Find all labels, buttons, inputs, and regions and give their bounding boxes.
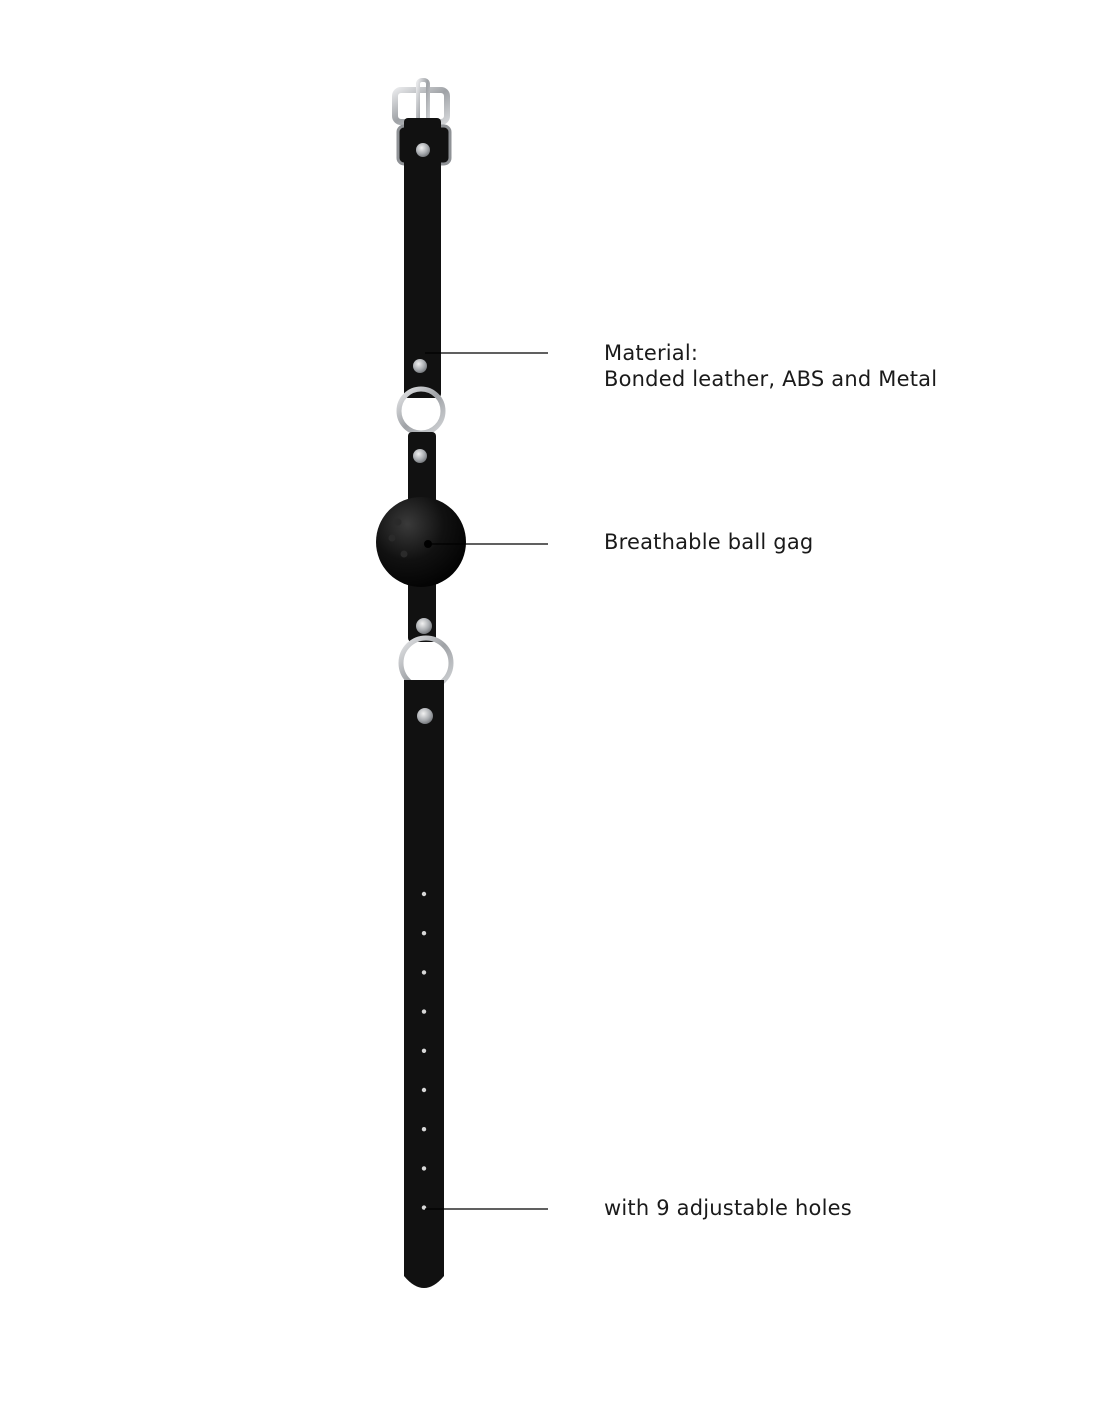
lower-strap — [404, 680, 444, 1288]
ball-icon — [376, 497, 466, 587]
strap-hole — [422, 970, 426, 974]
material-annotation — [604, 340, 937, 392]
rivet-icon — [417, 708, 433, 724]
rivet-icon — [416, 618, 432, 634]
strap-hole — [422, 1166, 426, 1170]
rivet-icon — [413, 449, 427, 463]
buckle-icon — [395, 90, 447, 122]
material-detail: Bonded leather, ABS and Metal — [604, 367, 938, 391]
material-title: Material: — [604, 341, 699, 365]
strap-hole — [422, 1127, 426, 1131]
rivet-icon — [413, 359, 427, 373]
strap-hole — [422, 1088, 426, 1092]
strap-hole — [422, 931, 426, 935]
ball-gag — [376, 432, 466, 642]
holes-annotation: with 9 adjustable holes — [604, 1196, 852, 1220]
strap-hole — [422, 1009, 426, 1013]
upper-strap — [395, 80, 450, 398]
rivet-icon — [416, 143, 430, 157]
strap-hole — [422, 892, 426, 896]
ball-annotation: Breathable ball gag — [604, 530, 814, 554]
strap-hole — [422, 1049, 426, 1053]
